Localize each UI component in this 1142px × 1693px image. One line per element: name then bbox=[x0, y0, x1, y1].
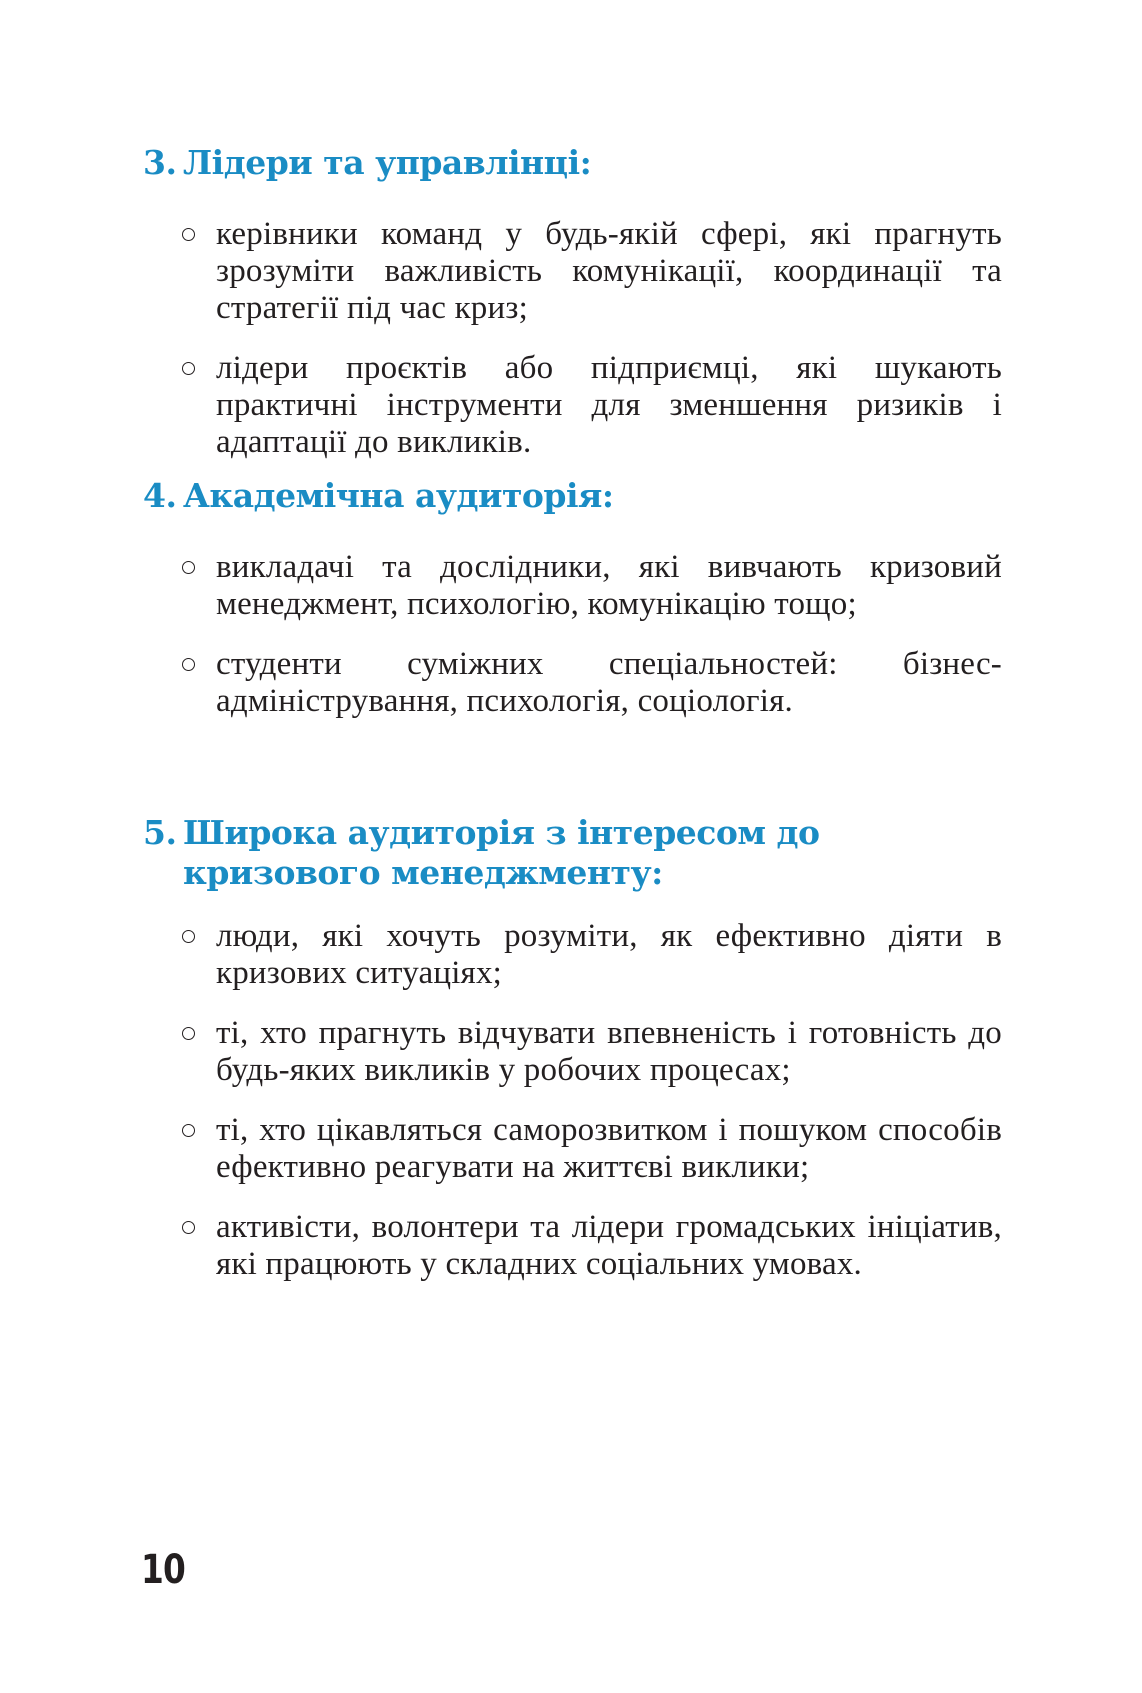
circle-bullet-icon bbox=[182, 1027, 195, 1040]
list-item bbox=[180, 1209, 1002, 1283]
circle-bullet-icon bbox=[182, 362, 195, 375]
list-item bbox=[180, 216, 1002, 327]
bullet-list-leaders bbox=[180, 216, 1002, 484]
list-item-text: активісти, волонтери та лідери громадських ініціатив, які працюють у складних соціальних умовах. bbox=[216, 1209, 1002, 1282]
list-item bbox=[180, 1112, 1002, 1186]
list-item-text: лідери проєктів або підприємці, які шукають практичні інструменти для зменшення ризиків і адаптації до викликів. bbox=[216, 350, 1002, 460]
list-item bbox=[180, 646, 1002, 720]
list-item bbox=[180, 350, 1002, 461]
list-item-text: викладачі та дослідники, які вивчають кризовий менеджмент, психологію, комунікацію тощо; bbox=[216, 549, 1002, 622]
list-item bbox=[180, 918, 1002, 992]
bullet-list-academic bbox=[180, 549, 1002, 743]
list-item-text: керівники команд у будь-якій сфері, які прагнуть зрозуміти важливість комунікації, координації та стратегії під час криз; bbox=[216, 216, 1002, 326]
section-number: 3. bbox=[143, 143, 177, 182]
section-number: 5. bbox=[143, 813, 177, 852]
section-title: Академічна аудиторія: bbox=[183, 476, 614, 515]
list-item-text: люди, які хочуть розуміти, як ефективно діяти в кризових ситуаціях; bbox=[216, 918, 1002, 991]
circle-bullet-icon bbox=[182, 1124, 195, 1137]
section-heading-general bbox=[143, 813, 1003, 893]
circle-bullet-icon bbox=[182, 930, 195, 943]
page-number: 10 bbox=[141, 1547, 186, 1593]
circle-bullet-icon bbox=[182, 228, 195, 241]
circle-bullet-icon bbox=[182, 561, 195, 574]
list-item bbox=[180, 1015, 1002, 1089]
list-item-text: студенти суміжних спеціальностей: бізнес-адміністрування, психологія, соціологія. bbox=[216, 646, 1002, 719]
circle-bullet-icon bbox=[182, 658, 195, 671]
list-item-text: ті, хто прагнуть відчувати впевненість і готовність до будь-яких викликів у робочих процесах; bbox=[216, 1015, 1002, 1088]
list-item bbox=[180, 549, 1002, 623]
bullet-list-general bbox=[180, 918, 1002, 1306]
section-heading-leaders bbox=[143, 143, 1003, 183]
section-title: Широка аудиторія з інтересом до кризового менеджменту: bbox=[183, 813, 820, 892]
circle-bullet-icon bbox=[182, 1221, 195, 1234]
section-title: Лідери та управлінці: bbox=[183, 143, 592, 182]
section-heading-academic bbox=[143, 476, 1003, 516]
section-number: 4. bbox=[143, 476, 177, 515]
list-item-text: ті, хто цікавляться саморозвитком і пошуком способів ефективно реагувати на життєві виклики; bbox=[216, 1112, 1002, 1185]
